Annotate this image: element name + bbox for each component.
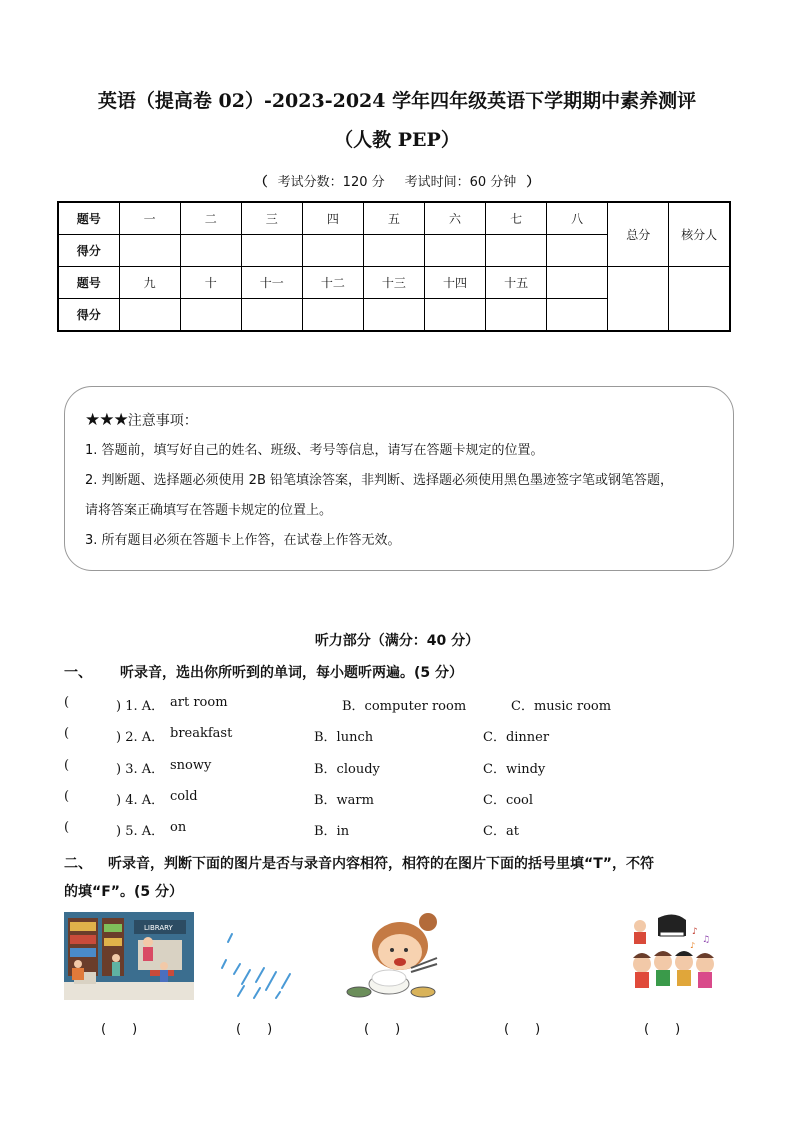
score-cell[interactable] — [302, 299, 363, 332]
answer-blank[interactable]: ( ) — [364, 1022, 401, 1037]
bracket-open: （ — [254, 175, 268, 190]
exam-info — [0, 171, 794, 190]
score-cell[interactable] — [486, 299, 547, 332]
score-info: 考试分数：120 分 — [277, 175, 385, 190]
option-c: C．windy — [483, 762, 546, 777]
question-number: 一、 — [64, 665, 92, 681]
option-c: C．cool — [483, 793, 534, 808]
notice-box — [64, 386, 734, 571]
svg-text:♫: ♫ — [702, 935, 711, 945]
notice-item: 请将答案正确填写在答题卡规定的位置上。 — [85, 503, 333, 518]
item-number: ) 5. A． — [116, 824, 165, 839]
answer-paren[interactable]: ( — [64, 758, 70, 773]
checker-cell[interactable] — [669, 267, 730, 332]
label-score: 得分 — [58, 299, 119, 332]
total-label: 总分 — [608, 202, 669, 267]
choice-row — [64, 726, 744, 748]
answer-blank[interactable]: ( ) — [101, 1022, 138, 1037]
score-table — [57, 201, 731, 332]
answer-paren[interactable]: ( — [64, 789, 70, 804]
answer-paren[interactable]: ( — [64, 695, 70, 710]
score-cell[interactable] — [241, 299, 302, 332]
option-a: cold — [170, 789, 198, 804]
score-cell[interactable] — [547, 235, 608, 267]
notice-item: 3. 所有题目必须在答题卡上作答，在试卷上作答无效。 — [85, 533, 401, 548]
item-number: ) 1. A． — [116, 699, 165, 714]
choice-row — [64, 695, 744, 717]
answer-blank[interactable]: ( ) — [644, 1022, 681, 1037]
notice-item: 2. 判断题、选择题必须使用 2B 铅笔填涂答案，非判断、选择题必须使用黑色墨迹签字笔或钢笔答题， — [85, 473, 673, 488]
score-cell[interactable] — [119, 235, 180, 267]
score-cell[interactable] — [180, 235, 241, 267]
score-cell[interactable] — [486, 235, 547, 267]
score-cell[interactable] — [180, 299, 241, 332]
option-a: art room — [170, 695, 228, 710]
svg-text:♪: ♪ — [692, 927, 698, 937]
score-cell[interactable] — [241, 235, 302, 267]
exam-title-line2: （人教 PEP） — [334, 129, 460, 151]
option-c: C．music room — [511, 699, 612, 714]
question-no: 一 — [119, 202, 180, 235]
rain-picture — [220, 912, 300, 1002]
option-b: B．lunch — [314, 730, 374, 745]
notice-title: 注意事项： — [127, 413, 198, 429]
item-number: ) 3. A． — [116, 762, 165, 777]
score-cell[interactable] — [302, 235, 363, 267]
question-no — [547, 267, 608, 299]
answer-blank[interactable]: ( ) — [504, 1022, 541, 1037]
checker-label: 核分人 — [669, 202, 730, 267]
answer-blank[interactable]: ( ) — [236, 1022, 273, 1037]
time-info: 考试时间：60 分钟 — [404, 175, 517, 190]
question-text: 听录音，判断下面的图片是否与录音内容相符，相符的在图片下面的括号里填“T”，不符 — [108, 856, 654, 872]
bracket-close: ） — [526, 175, 540, 190]
option-b: B．computer room — [342, 699, 467, 714]
total-score-cell[interactable] — [608, 267, 669, 332]
eating-girl-picture — [345, 912, 445, 1002]
label-score: 得分 — [58, 235, 119, 267]
notice-item: 1. 答题前，填写好自己的姓名、班级、考号等信息，请写在答题卡规定的位置。 — [85, 443, 544, 458]
question-no: 十三 — [363, 267, 424, 299]
score-cell[interactable] — [424, 235, 485, 267]
question-text: 听录音，选出你所听到的单词，每小题听两遍。(5 分） — [120, 665, 464, 681]
choice-row — [64, 820, 744, 842]
question-no: 三 — [241, 202, 302, 235]
option-b: B．cloudy — [314, 762, 380, 777]
question-no: 九 — [119, 267, 180, 299]
choice-row — [64, 758, 744, 780]
score-cell[interactable] — [363, 235, 424, 267]
score-cell[interactable] — [363, 299, 424, 332]
question-no: 十一 — [241, 267, 302, 299]
option-c: C．dinner — [483, 730, 550, 745]
exam-title-line1: 英语（提高卷 02）-2023-2024 学年四年级英语下学期期中素养测评 — [97, 90, 697, 112]
label-number: 题号 — [58, 267, 119, 299]
score-cell[interactable] — [424, 299, 485, 332]
option-b: B．warm — [314, 793, 374, 808]
score-cell[interactable] — [119, 299, 180, 332]
item-number: ) 2. A． — [116, 730, 165, 745]
answer-paren[interactable]: ( — [64, 820, 70, 835]
score-cell[interactable] — [547, 299, 608, 332]
question-number: 二、 — [64, 856, 92, 872]
option-c: C．at — [483, 824, 519, 839]
option-b: B．in — [314, 824, 350, 839]
question-no: 二 — [180, 202, 241, 235]
answer-paren[interactable]: ( — [64, 726, 70, 741]
question-no: 十 — [180, 267, 241, 299]
question-no: 五 — [363, 202, 424, 235]
library-sign: LIBRARY — [144, 924, 173, 932]
question-no: 七 — [486, 202, 547, 235]
choice-row — [64, 789, 744, 811]
library-picture — [64, 912, 194, 1000]
listening-heading: 听力部分（满分：40 分） — [314, 633, 480, 649]
question-no: 八 — [547, 202, 608, 235]
question-2-title — [64, 850, 734, 906]
item-number: ) 4. A． — [116, 793, 165, 808]
question-no: 六 — [424, 202, 485, 235]
question-no: 十二 — [302, 267, 363, 299]
question-1-title — [64, 662, 463, 682]
question-text: 的填“F”。(5 分） — [64, 884, 183, 900]
question-no: 十四 — [424, 267, 485, 299]
star-icon: ★★★ — [85, 410, 128, 430]
option-a: on — [170, 820, 187, 835]
singing-kids-picture — [630, 912, 720, 1000]
question-no: 十五 — [486, 267, 547, 299]
option-a: snowy — [170, 758, 212, 773]
label-number: 题号 — [58, 202, 119, 235]
svg-text:♪: ♪ — [690, 941, 696, 950]
option-a: breakfast — [170, 726, 233, 741]
question-no: 四 — [302, 202, 363, 235]
